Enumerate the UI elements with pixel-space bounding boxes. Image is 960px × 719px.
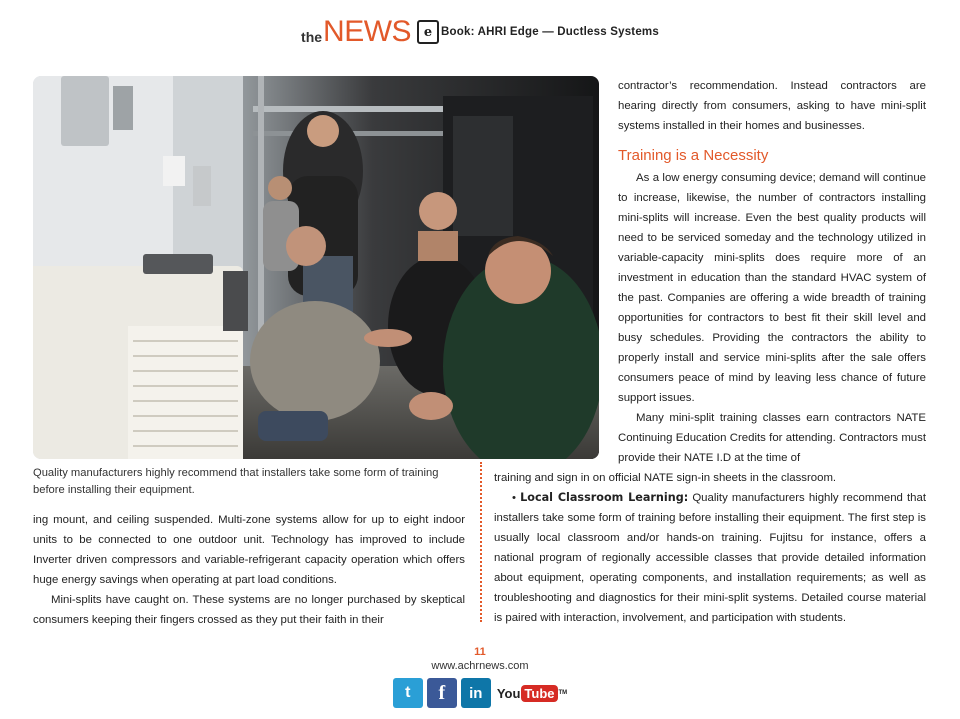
logo-the: the xyxy=(301,29,323,45)
training-photo xyxy=(33,76,599,459)
logo-news: NEWS xyxy=(323,15,412,48)
youtube-tm: TM xyxy=(558,690,568,696)
bullet-paragraph xyxy=(494,488,926,628)
right-paragraph-top: contractor’s recommendation. Instead contractors are hearing directly from consumers, asking to have mini-split systems installed in their homes and businesses. xyxy=(618,80,926,132)
section-heading: Training is a Necessity xyxy=(618,147,769,164)
right-paragraph-2: Many mini-split training classes earn contractors NATE Continuing Education Credits for attending. Contractors must provide their NATE I.D at the time of xyxy=(618,412,926,464)
left-paragraph-1: ing mount, and ceiling suspended. Multi-zone systems allow for up to eight indoor units to be connected to one outdoor unit. Technology has improved to include Inverter driven compressors and variable-refrigerant capacity operation which offers huge energy savings when operating at part load conditions. xyxy=(33,514,465,586)
left-column xyxy=(33,510,465,630)
photo-caption: Quality manufacturers highly recommend that installers take some form of training before installing their equipment. xyxy=(33,467,439,496)
right-paragraph-1: As a low energy consuming device; demand will continue to increase, likewise, the number of contractors installing mini-splits will increase. Even the best quality products will need to be serviced someday and the technology utilized in variable-capacity mini-splits does require more of an investment in education than the standard HVAC system of the past. Companies are offering a wide breadth of training opportunities for contractors to best fit their skill level and busy schedules. Providing the contractors the ability to properly install and service mini-splits after the sale offers consumers peace of mind by leaving less chance of future support issues. xyxy=(618,172,926,404)
column-divider xyxy=(480,462,482,622)
social-links xyxy=(0,678,960,708)
website-link[interactable]: www.achrnews.com xyxy=(431,660,529,672)
facebook-glyph: f xyxy=(438,681,446,704)
bullet-text: Quality manufacturers highly recommend that installers take some form of training before installing their equipment. The first step is usually local classroom and/or hands-on training. Fujitsu for instance, offers a national program of regionally accessible classes that provide detailed information about equipment, operating components, and installation requirements; as well as troubleshooting and diagnostics for their mini-split systems. Detailed course material is paired with interaction, involvement, and participation with students. xyxy=(494,492,927,624)
masthead xyxy=(0,14,960,50)
facebook-icon[interactable] xyxy=(427,678,457,708)
youtube-icon[interactable] xyxy=(497,685,567,702)
youtube-you: You xyxy=(496,685,521,701)
right-column-bottom xyxy=(494,468,926,628)
linkedin-icon[interactable] xyxy=(461,678,491,708)
twitter-glyph: t xyxy=(405,684,411,701)
ebook-title: Book: AHRI Edge — Ductless Systems xyxy=(441,26,659,38)
ebook-letter: e xyxy=(423,24,433,40)
bullet-label: Local Classroom Learning: xyxy=(520,491,689,504)
bullet-marker: • xyxy=(512,492,516,504)
ebook-icon xyxy=(417,20,439,44)
linkedin-glyph: in xyxy=(469,684,483,702)
right-column-top xyxy=(618,76,926,468)
twitter-icon[interactable] xyxy=(393,678,423,708)
youtube-tube: Tube xyxy=(521,685,557,702)
training-photo-illustration xyxy=(33,76,599,459)
page-number: 11 xyxy=(474,646,486,658)
right-paragraph-2-cont: training and sign in on official NATE sign-in sheets in the classroom. xyxy=(494,472,837,484)
left-paragraph-2: Mini-splits have caught on. These systems are no longer purchased by skeptical consumers keeping their fingers crossed as they put their faith in their xyxy=(33,594,465,626)
footer xyxy=(0,646,960,708)
